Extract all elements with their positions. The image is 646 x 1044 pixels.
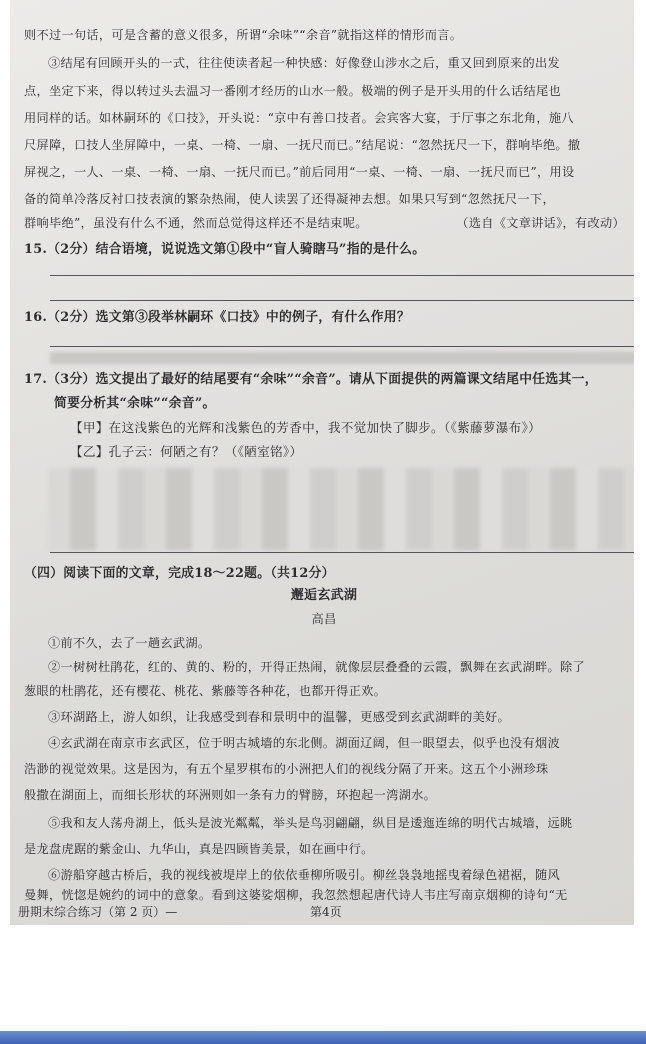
passage-line-3: 点，坐定下来，得以转过头去温习一番刚才经历的山水一般。极端的例子是开头用的什么话结尾也	[24, 84, 561, 98]
exam-page	[10, 0, 634, 925]
article-para-1: ①前不久，去了一趟玄武湖。	[48, 636, 211, 650]
answer-line[interactable]	[50, 275, 634, 276]
answer-line[interactable]	[50, 300, 634, 301]
option-jia: 【甲】在这浅紫色的光辉和浅紫色的芳香中，我不觉加快了脚步。（《紫藤萝瀑布》）	[70, 420, 542, 435]
article-title: 邂逅玄武湖	[290, 588, 358, 603]
article-para-6-line-2: 曼舞，恍惚是婉约的词中的意象。看到这婆娑烟柳，我忽然想起唐代诗人韦庄写南京烟柳的诗句“无	[24, 888, 568, 902]
article-para-4-line-1: ④玄武湖在南京市玄武区，位于明古城墙的东北侧。湖面辽阔，但一眼望去，似乎也没有烟波	[48, 736, 560, 750]
viewer-bottom-bar	[0, 1031, 646, 1044]
question-15: 15.（2分）结合语境，说说选文第①段中“盲人骑瞎马”指的是什么。	[24, 242, 426, 257]
page-footer: 册期末综合练习（第 2 页）—	[18, 905, 178, 919]
answer-line[interactable]	[50, 552, 634, 553]
article-para-4-line-3: 般撒在湖面上，而细长形状的环洲则如一条有力的臂膀，环抱起一湾湖水。	[24, 788, 437, 802]
article-para-6-line-1: ⑥游船穿越古桥后，我的视线被堤岸上的依依垂柳所吸引。柳丝袅袅地摇曳着绿色裙裾，随风	[48, 868, 560, 882]
article-para-5-line-1: ⑤我和友人荡舟湖上，低头是波光粼粼，举头是鸟羽翩翩，纵目是逶迤连绵的明代古城墙，远眺	[48, 816, 573, 830]
article-para-2-line-1: ②一树树杜鹃花，红的、黄的、粉的，开得正热闹，就像层层叠叠的云霞，飘舞在玄武湖畔。除了	[48, 660, 585, 674]
redacted-answer	[50, 352, 634, 364]
question-17: 17.（3分）选文提出了最好的结尾要有“余味”“余音”。请从下面提供的两篇课文结尾中任选其一，	[24, 372, 598, 387]
passage-line-4: 用同样的话。如林嗣环的《口技》，开头说：“京中有善口技者。会宾客大宴，于厅事之东北角，施八	[24, 111, 574, 125]
article-para-4-line-2: 浩渺的视觉效果。这是因为，有五个星罗棋布的小洲把人们的视线分隔了开来。这五个小洲珍珠	[24, 762, 549, 776]
passage-line-1: 则不过一句话，可是含蓄的意义很多，所谓“余味”“余音”就指这样的情形而言。	[24, 28, 463, 42]
answer-line[interactable]	[50, 346, 634, 347]
article-author: 高昌	[311, 612, 337, 626]
question-17-cont: 简要分析其“余味”“余音”。	[54, 396, 216, 411]
page-number: 第4页	[310, 905, 342, 919]
passage-line-8: 群响毕绝”，虽没有什么不通，然而总觉得这样还不是结束呢。	[24, 216, 368, 230]
section-4-heading: （四）阅读下面的文章，完成18～22题。（共12分）	[24, 566, 335, 581]
source-note: （选自《文章讲话》，有改动）	[456, 216, 625, 230]
passage-line-7: 备的简单冷落反衬口技表演的繁杂热闹，使人读罢了还得凝神去想。如果只写到“忽然抚尺一下，	[24, 192, 556, 206]
article-para-2-line-2: 葱眼的杜鹃花，还有樱花、桃花、紫藤等各种花，也都开得正欢。	[24, 684, 387, 698]
passage-line-2: ③结尾有回顾开头的一式，往往使读者起一种快感：好像登山涉水之后，重又回到原来的出发	[48, 56, 560, 70]
article-para-3: ③环湖路上，游人如织，让我感受到春和景明中的温馨，更感受到玄武湖畔的美好。	[48, 710, 511, 724]
question-16: 16.（2分）选文第③段举林嗣环《口技》中的例子，有什么作用？	[24, 310, 410, 325]
article-para-5-line-2: 是龙盘虎踞的紫金山、九华山，真是四顾皆美景，如在画中行。	[24, 842, 374, 856]
redacted-answer-area	[48, 468, 634, 550]
passage-line-5: 尺屏障，口技人坐屏障中，一桌、一椅、一扇、一抚尺而已。”结尾说：“忽然抚尺一下，群响毕绝。撤	[24, 138, 581, 152]
passage-line-6: 屏视之，一人、一桌、一椅、一扇、一抚尺而已。”前后同用“一桌、一椅、一扇、一抚尺而已”，用设	[24, 165, 575, 179]
option-yi: 【乙】孔子云：何陋之有？（《陋室铭》）	[70, 444, 303, 459]
